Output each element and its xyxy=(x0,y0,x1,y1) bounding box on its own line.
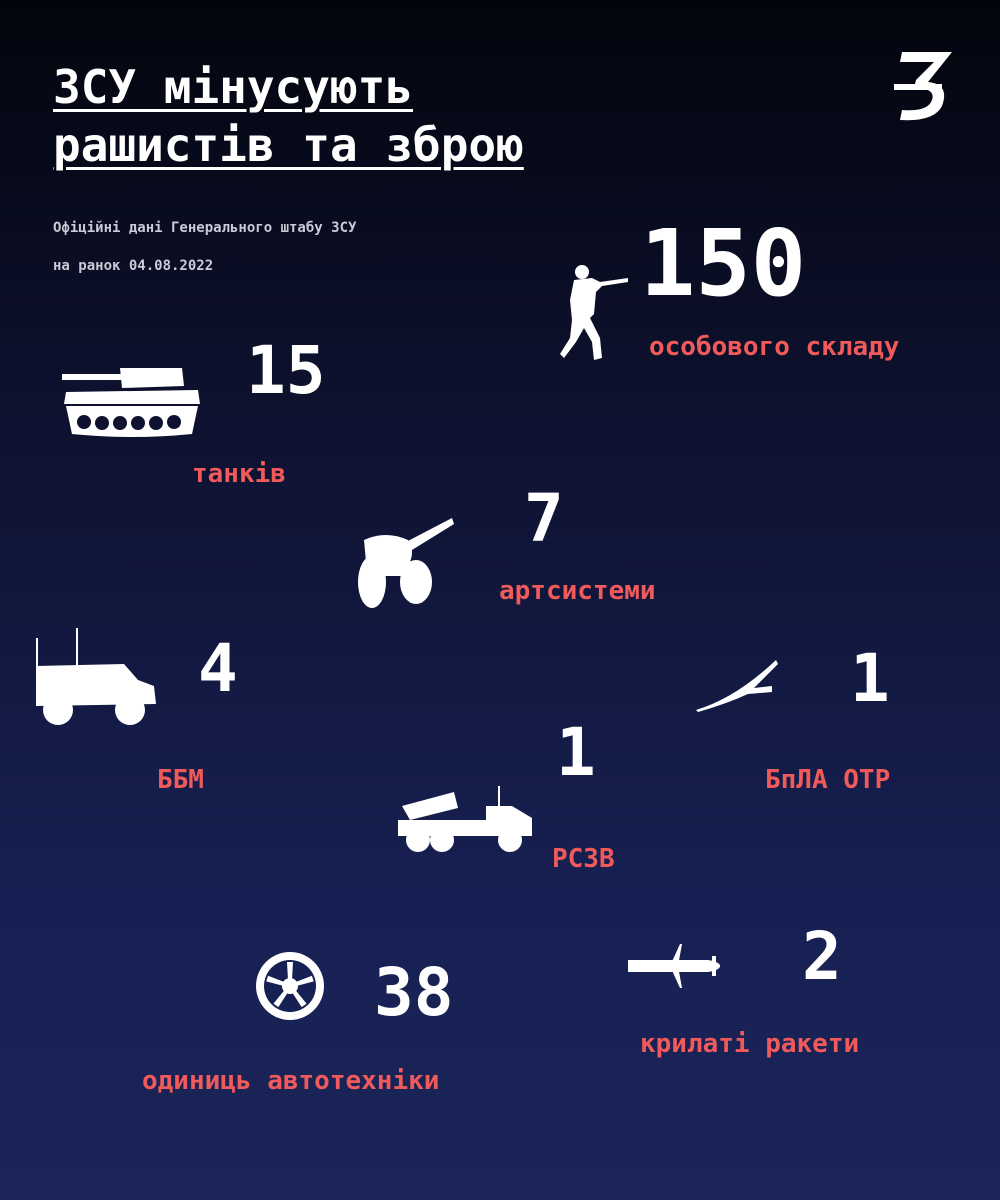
mlrs-label: РСЗВ xyxy=(552,844,615,874)
logo xyxy=(892,48,954,124)
tanks-value: 15 xyxy=(246,332,326,409)
personnel-value: 150 xyxy=(640,210,807,317)
page-title xyxy=(53,58,524,174)
wheel-icon xyxy=(254,950,326,1022)
armored-vehicle-icon xyxy=(34,628,158,726)
soldier-icon xyxy=(560,262,630,364)
apv-label: ББМ xyxy=(157,765,204,795)
date-text: на ранок 04.08.2022 xyxy=(53,258,214,274)
artillery-icon xyxy=(356,516,456,610)
uav-value: 1 xyxy=(850,640,890,717)
uav-label: БпЛА ОТР xyxy=(765,765,891,795)
tank-icon xyxy=(62,368,202,440)
source-text: Офіційні дані Генерального штабу ЗСУ xyxy=(53,220,357,236)
vehicles-label: одиниць автотехніки xyxy=(142,1066,440,1096)
artillery-label: артсистеми xyxy=(499,576,656,606)
personnel-label: особового складу xyxy=(649,332,900,362)
mlrs-value: 1 xyxy=(556,714,596,791)
missiles-value: 2 xyxy=(802,918,842,995)
cruise-missile-icon xyxy=(628,944,722,988)
apv-value: 4 xyxy=(198,630,238,707)
artillery-value: 7 xyxy=(524,480,564,557)
title-line-1: ЗСУ мінусують xyxy=(53,60,414,114)
mlrs-icon xyxy=(398,786,534,854)
drone-icon xyxy=(696,660,780,712)
tanks-label: танків xyxy=(192,459,286,489)
missiles-label: крилаті ракети xyxy=(640,1029,860,1059)
title-line-2: рашистів та зброю xyxy=(53,118,524,172)
vehicles-value: 38 xyxy=(374,954,454,1031)
